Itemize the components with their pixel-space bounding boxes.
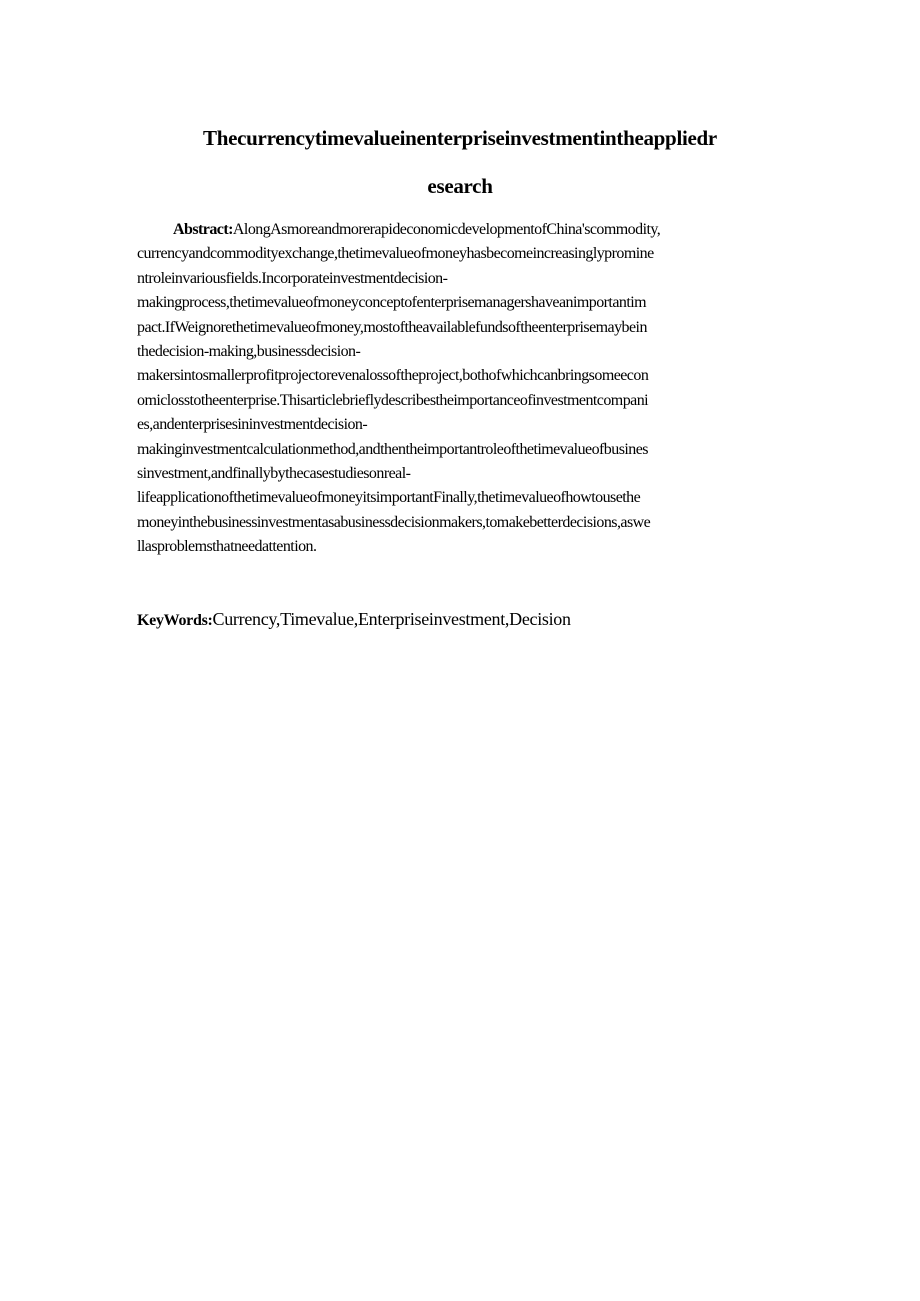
abstract-line: makersintosmallerprofitprojectorevenalossoftheproject,bothofwhichcanbringsomeecon	[137, 367, 649, 385]
abstract-line: thedecision-making,businessdecision-	[137, 342, 361, 360]
abstract-line: ntroleinvariousfields.Incorporateinvestmentdecision-	[137, 269, 448, 287]
paper-title-line-2: esearch	[427, 174, 493, 198]
abstract-line: llasproblemsthatneedattention.	[137, 538, 317, 556]
abstract-line: makinginvestmentcalculationmethod,andthentheimportantroleofthetimevalueofbusines	[137, 440, 648, 458]
abstract	[137, 218, 797, 559]
abstract-line: makingprocess,thetimevalueofmoneyconceptofenterprisemanagershaveanimportantim	[137, 294, 647, 312]
keywords	[137, 609, 571, 630]
keywords-label: KeyWords:	[137, 612, 213, 629]
abstract-line: lifeapplicationofthetimevalueofmoneyitsimportantFinally,thetimevalueofhowtousethe	[137, 489, 641, 507]
abstract-line: moneyinthebusinessinvestmentasabusinessdecisionmakers,tomakebetterdecisions,aswe	[137, 513, 651, 531]
abstract-line	[137, 218, 797, 242]
keywords-text: Currency,Timevalue,Enterpriseinvestment,Decision	[212, 609, 571, 629]
abstract-label: Abstract:	[173, 221, 233, 238]
abstract-line: es,andenterprisesininvestmentdecision-	[137, 416, 368, 434]
abstract-line: pact.IfWeignorethetimevalueofmoney,mostoftheavailablefundsoftheenterprisemaybein	[137, 318, 647, 336]
abstract-line: sinvestment,andfinallybythecasestudiesonreal-	[137, 464, 411, 482]
abstract-line: omiclosstotheenterprise.Thisarticlebrieflydescribestheimportanceofinvestmentcompani	[137, 391, 649, 409]
abstract-line: currencyandcommodityexchange,thetimevalueofmoneyhasbecomeincreasinglyprominе	[137, 245, 654, 263]
paper-title-line-1: Thecurrencytimevalueinenterpriseinvestmentintheappliedr	[203, 126, 717, 150]
abstract-text: AlongAsmoreandmorerapideconomicdevelopmentofChina'scommodity,	[232, 221, 661, 238]
